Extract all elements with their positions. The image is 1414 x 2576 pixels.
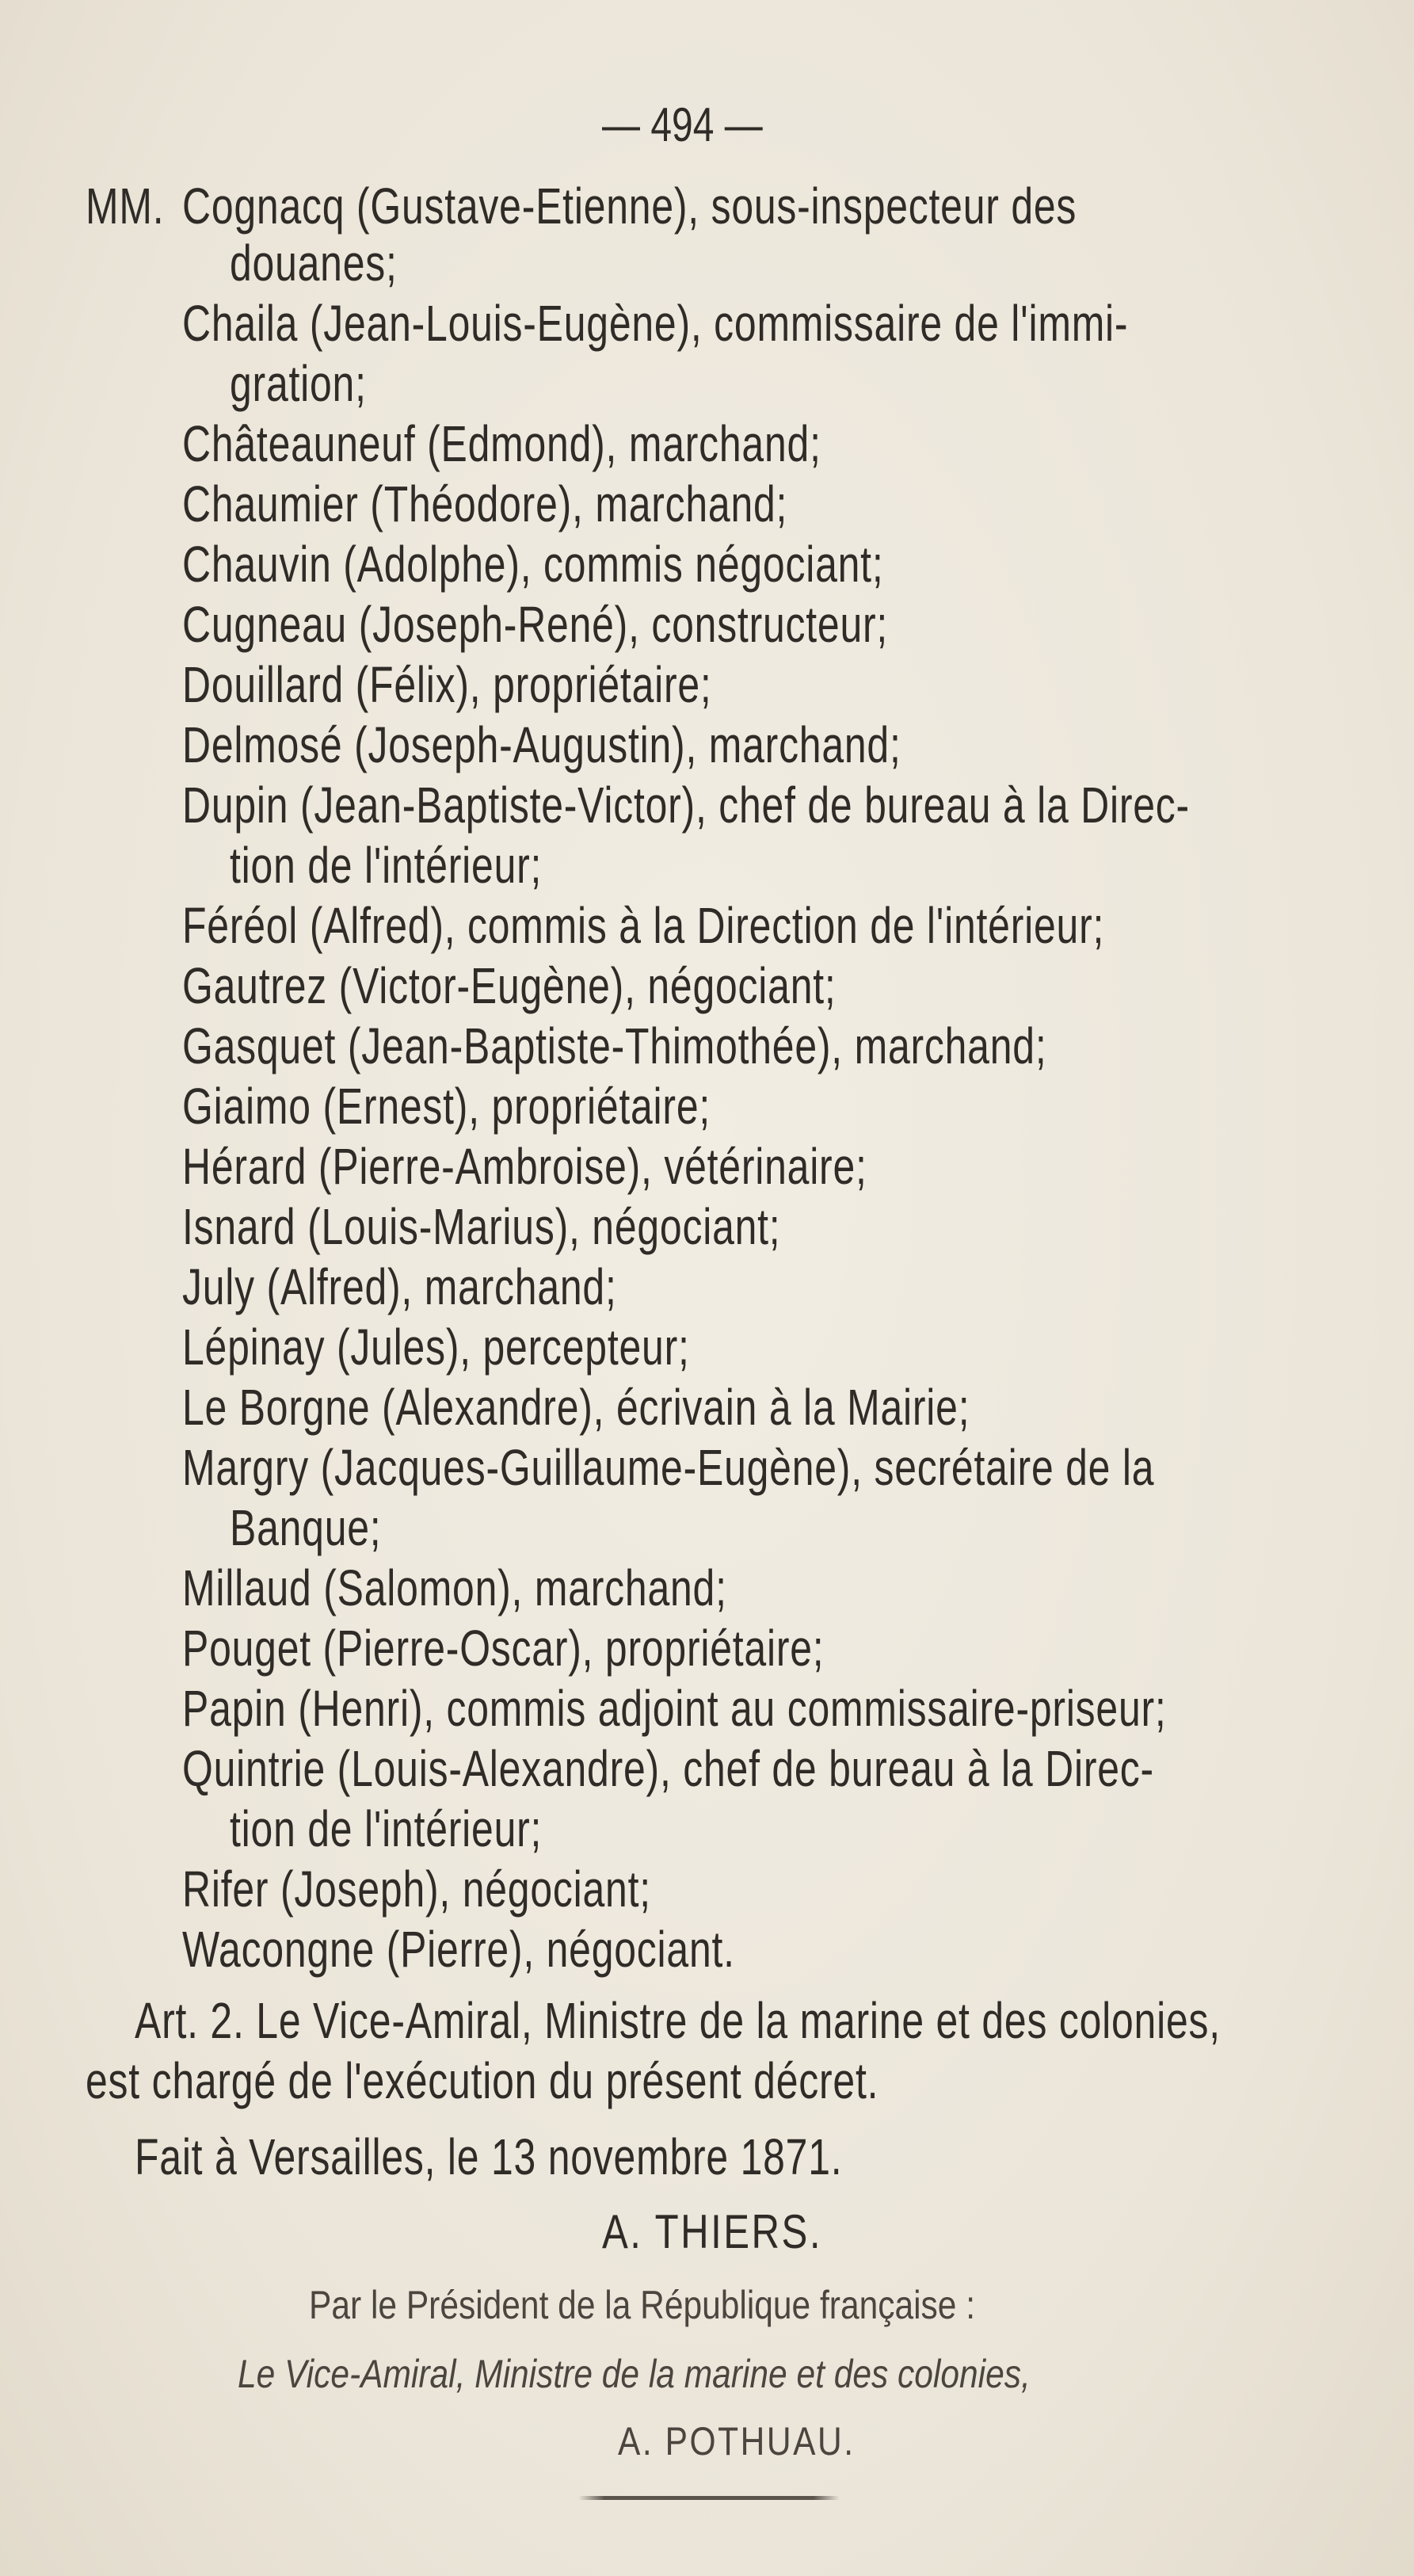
list-line: Rifer (Joseph), négociant; [182, 1860, 651, 1918]
list-line: Wacongne (Pierre), négociant. [182, 1921, 735, 1978]
list-line: Chaumier (Théodore), marchand; [182, 475, 788, 532]
list-line: gration; [230, 355, 367, 412]
list-line: Gautrez (Victor-Eugène), négociant; [182, 957, 837, 1014]
list-line: Giaimo (Ernest), propriétaire; [182, 1078, 711, 1135]
list-line: Pouget (Pierre-Oscar), propriétaire; [182, 1620, 825, 1677]
list-line: Le Borgne (Alexandre), écrivain à la Mairie; [182, 1379, 970, 1436]
countersign-intro: Par le Président de la République française : [309, 2283, 976, 2327]
list-line: douanes; [230, 235, 398, 292]
list-intro: MM. [86, 177, 165, 235]
list-line: Quintrie (Louis-Alexandre), chef de bureau à la Direc- [182, 1740, 1154, 1797]
list-line: tion de l'intérieur; [230, 837, 543, 894]
article-line: Art. 2. Le Vice-Amiral, Ministre de la marine et des colonies, [135, 1992, 1221, 2049]
page-number: — 494 — [602, 98, 763, 151]
end-rule [578, 2496, 840, 2500]
list-line: Lépinay (Jules), percepteur; [182, 1319, 690, 1376]
place-date: Fait à Versailles, le 13 novembre 1871. [135, 2128, 843, 2185]
list-line: Millaud (Salomon), marchand; [182, 1559, 727, 1616]
list-line: Margry (Jacques-Guillaume-Eugène), secrétaire de la [182, 1439, 1155, 1496]
minister-name: A. POTHUAU. [618, 2419, 856, 2463]
list-line: Cognacq (Gustave-Etienne), sous-inspecteur des [182, 177, 1077, 235]
list-line: Isnard (Louis-Marius), négociant; [182, 1198, 781, 1255]
list-line: Banque; [230, 1499, 382, 1556]
list-line: Chaila (Jean-Louis-Eugène), commissaire de l'immi- [182, 295, 1129, 352]
list-line: Hérard (Pierre-Ambroise), vétérinaire; [182, 1138, 867, 1195]
list-line: July (Alfred), marchand; [182, 1258, 617, 1315]
minister-title: Le Vice-Amiral, Ministre de la marine et des colonies, [238, 2352, 1031, 2396]
list-line: Gasquet (Jean-Baptiste-Thimothée), marchand; [182, 1017, 1047, 1074]
list-line: Dupin (Jean-Baptiste-Victor), chef de bureau à la Direc- [182, 777, 1190, 834]
list-line: Châteauneuf (Edmond), marchand; [182, 415, 821, 472]
list-line: Delmosé (Joseph-Augustin), marchand; [182, 716, 901, 773]
list-line: Chauvin (Adolphe), commis négociant; [182, 536, 884, 593]
list-line: Douillard (Félix), propriétaire; [182, 656, 712, 713]
signature-thiers: A. THIERS. [602, 2205, 822, 2258]
list-line: Cugneau (Joseph-René), constructeur; [182, 596, 889, 653]
list-line: Féréol (Alfred), commis à la Direction de l'intérieur; [182, 897, 1105, 954]
list-line: tion de l'intérieur; [230, 1800, 543, 1857]
list-line: Papin (Henri), commis adjoint au commissaire-priseur; [182, 1680, 1167, 1737]
article-line: est chargé de l'exécution du présent décret. [86, 2052, 879, 2109]
